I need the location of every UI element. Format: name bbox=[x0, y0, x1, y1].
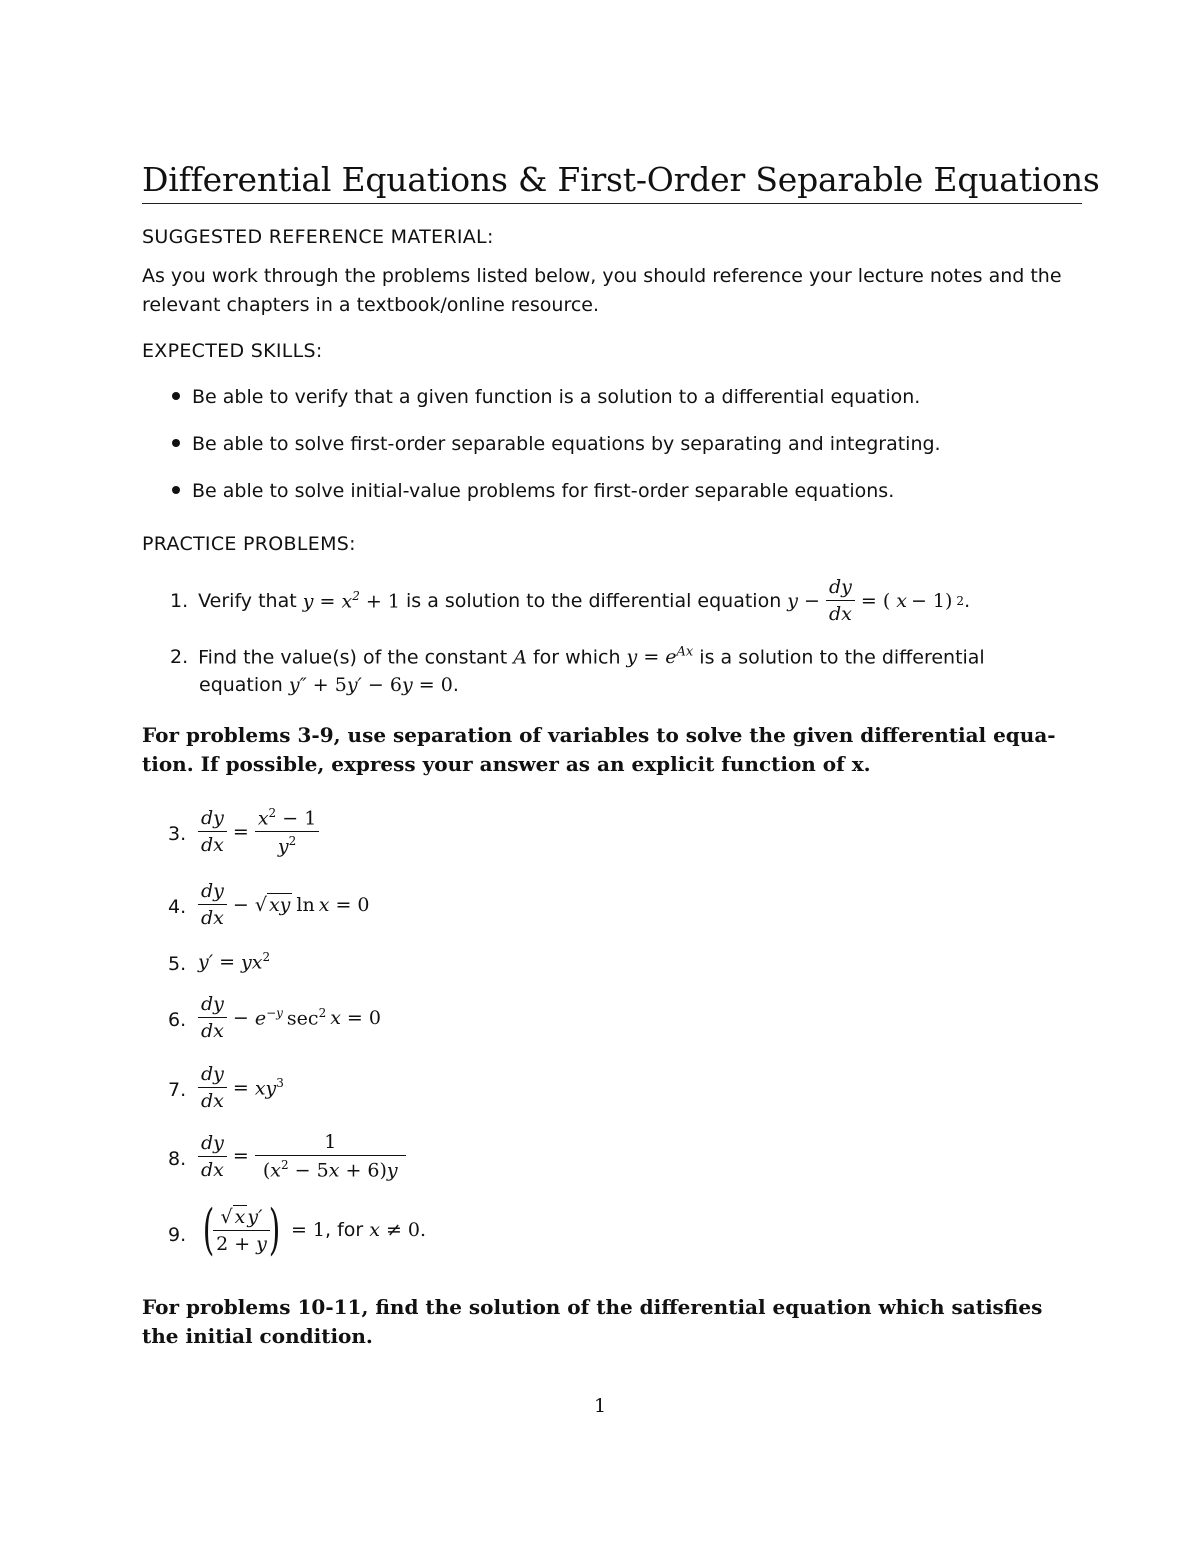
math-expression: $y = x^2 + 1$ bbox=[302, 588, 400, 613]
skill-item bbox=[172, 480, 894, 502]
problem-text: . bbox=[452, 674, 459, 696]
problem-text: is a solution to the differential equation bbox=[399, 589, 788, 612]
problem-text: Find the value(s) of the constant bbox=[198, 646, 514, 669]
math-expression: y″ + 5y′ − 6y = 0 bbox=[288, 674, 453, 696]
page-title: Differential Equations & First-Order Separable Equations bbox=[142, 160, 1100, 199]
equation-6: $\frac{dy}{dx}$ − $e^{-y}$ $\sec^2$ x = 0 bbox=[198, 993, 381, 1042]
problem-number: 4. bbox=[168, 896, 187, 918]
problem-text: . bbox=[964, 589, 971, 612]
math-expression: $y = e^{Ax}$ bbox=[626, 645, 694, 669]
problem-number: 2. bbox=[170, 646, 189, 669]
problem-number: 8. bbox=[168, 1148, 187, 1170]
skills-heading: EXPECTED SKILLS: bbox=[142, 340, 323, 362]
problem-number: 5. bbox=[168, 953, 187, 975]
problem-number: 3. bbox=[168, 823, 187, 845]
bullet-icon bbox=[172, 392, 180, 400]
problem-number: 6. bbox=[168, 1009, 187, 1031]
practice-heading: PRACTICE PROBLEMS: bbox=[142, 533, 356, 555]
instructions-10-11: For problems 10-11, find the solution of the differential equation which satisfies the initial condition. bbox=[142, 1295, 1043, 1348]
problem-text: is a solution to the differential bbox=[693, 646, 985, 669]
problem-number: 1. bbox=[170, 589, 189, 612]
skill-item bbox=[172, 386, 920, 408]
equation-3: $\frac{dy}{dx}$ = $\frac{x^2 - 1}{y^2}$ bbox=[198, 806, 319, 858]
problem-text: for which bbox=[526, 646, 627, 669]
reference-heading: SUGGESTED REFERENCE MATERIAL: bbox=[142, 226, 494, 248]
bullet-icon bbox=[172, 439, 180, 447]
page-number: 1 bbox=[593, 1395, 607, 1417]
skill-item bbox=[172, 433, 941, 455]
math-expression: A bbox=[513, 646, 527, 669]
title-rule bbox=[142, 203, 1082, 204]
skill-text: Be able to solve initial-value problems for first-order separable equations. bbox=[192, 480, 895, 502]
problem-number: 7. bbox=[168, 1079, 187, 1101]
problem-text: Verify that bbox=[198, 589, 303, 612]
problem-2 bbox=[170, 645, 985, 668]
problem-text: equation bbox=[199, 674, 289, 696]
equation-4: $\frac{dy}{dx}$ − √ xy ln x = 0 bbox=[198, 880, 369, 929]
problem-2-cont bbox=[199, 674, 459, 696]
equation-5: y′ = $yx^2$ bbox=[198, 950, 271, 974]
problem-text: , for bbox=[325, 1219, 370, 1241]
equation-7: $\frac{dy}{dx}$ = $xy^3$ bbox=[198, 1063, 284, 1112]
equation-9: ( $\frac{\text{√ x y′}}{2 + y}$ ) = 1 , for x ≠ 0. bbox=[202, 1198, 427, 1261]
problem-number: 9. bbox=[168, 1224, 187, 1246]
math-expression: y − $\frac{dy}{dx}$ = ( x − 1) 2 bbox=[787, 576, 965, 625]
bullet-icon bbox=[172, 486, 180, 494]
instructions-3-9: For problems 3-9, use separation of variables to solve the given differential equa-tion. If possible, express your answer as an explicit function of x. bbox=[142, 723, 1056, 776]
skill-text: Be able to solve first-order separable equations by separating and integrating. bbox=[192, 433, 941, 455]
problem-1 bbox=[170, 576, 970, 625]
skill-text: Be able to verify that a given function is a solution to a differential equation. bbox=[192, 386, 921, 408]
reference-text: As you work through the problems listed below, you should reference your lecture notes and the relevant chapters in a textbook/online resource. bbox=[142, 265, 1062, 316]
equation-8: $\frac{dy}{dx}$ = $\frac{1}{(x^2 - 5x + 6)y}$ bbox=[198, 1131, 406, 1181]
